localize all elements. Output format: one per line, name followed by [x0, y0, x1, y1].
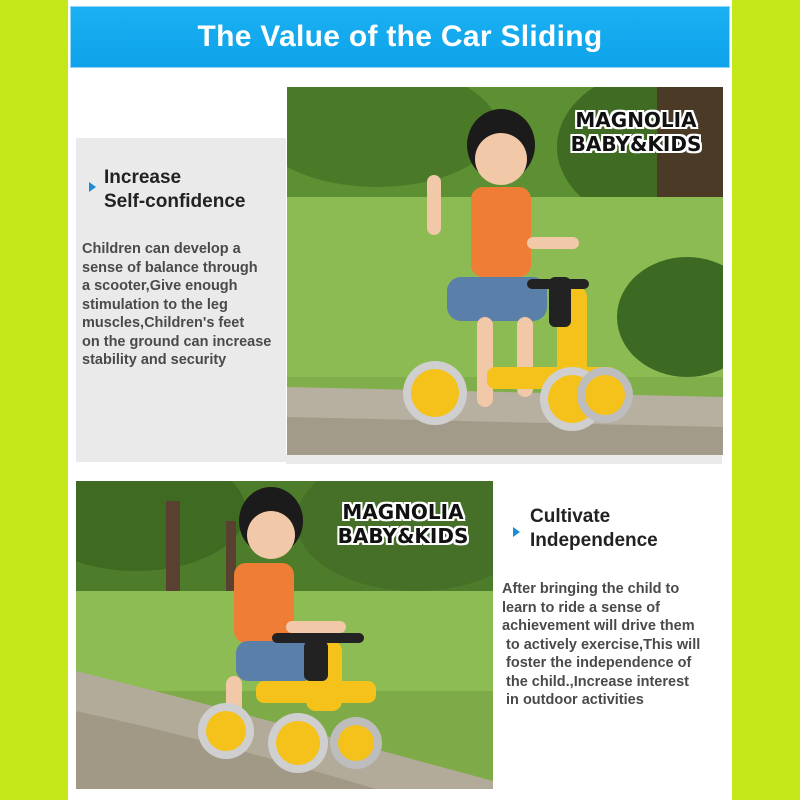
- section-body: Children can develop a sense of balance through a scooter,Give enough stimulation to the leg muscles,Children's feet on the ground can increase stability and security: [82, 241, 272, 368]
- heading-line: Cultivate: [530, 506, 611, 527]
- brand-watermark: [562, 108, 710, 156]
- section-body: After bringing the child to learn to ride a sense of achievement will drive them to actively exercise,This will foster the independence of the child.,Increase interest in outdoor activities: [502, 581, 701, 708]
- brand-line: MAGNOLIA: [575, 108, 697, 132]
- brand-line: BABY&KIDS: [337, 524, 469, 548]
- heading-line: Increase: [104, 167, 182, 188]
- brand-line: BABY&KIDS: [570, 132, 702, 156]
- title-banner: [70, 6, 730, 68]
- page-title: The Value of the Car Sliding: [197, 20, 603, 53]
- heading-line: Self-confidence: [104, 191, 246, 212]
- divider: [286, 454, 722, 464]
- section-heading: [104, 166, 245, 214]
- bullet-arrow-icon: [513, 527, 520, 537]
- bullet-arrow-icon: [89, 182, 96, 192]
- brand-line: MAGNOLIA: [342, 500, 464, 524]
- heading-line: Independence: [530, 530, 658, 551]
- section-heading: [530, 505, 658, 553]
- brand-watermark: [328, 500, 478, 548]
